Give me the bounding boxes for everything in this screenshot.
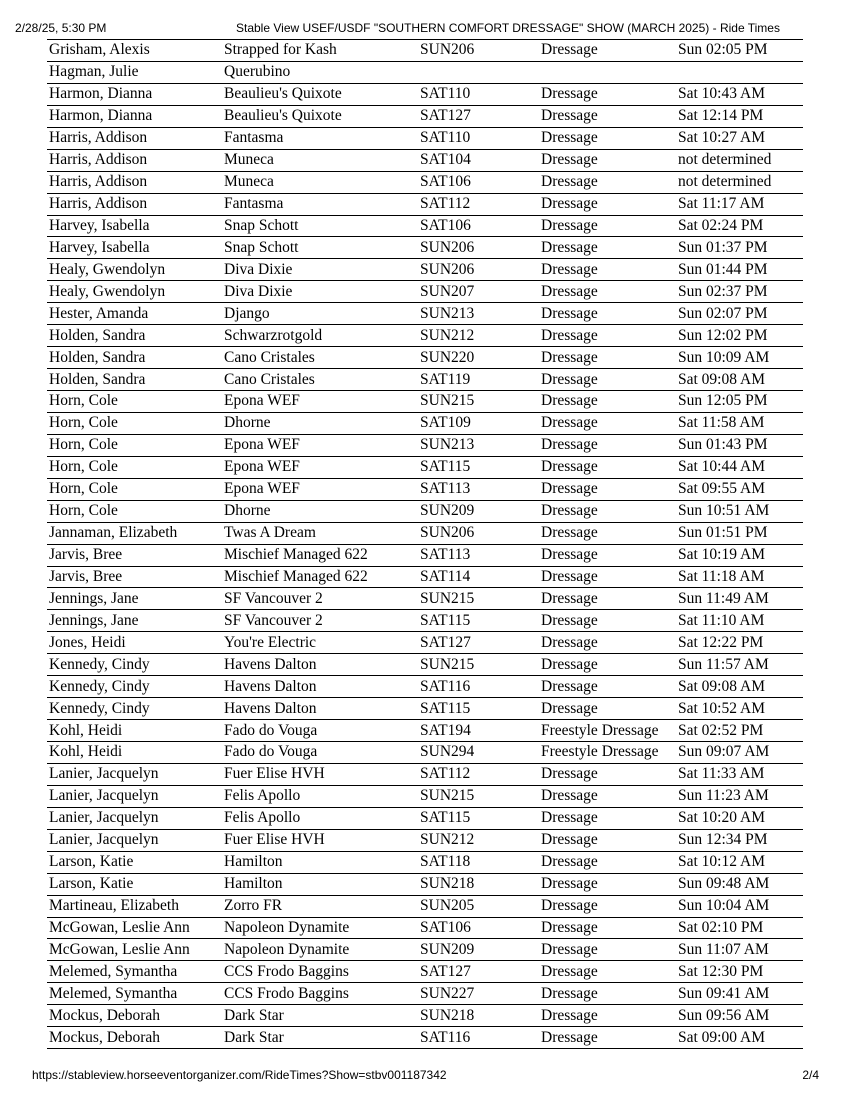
class-code-cell: SAT114 [418, 566, 539, 588]
rider-name-cell: Healy, Gwendolyn [47, 281, 222, 303]
class-code-cell: SAT116 [418, 1027, 539, 1049]
page-number: 2/4 [802, 1068, 819, 1082]
discipline-cell: Dressage [539, 1005, 676, 1027]
table-row [47, 500, 803, 522]
class-code-cell: SAT127 [418, 961, 539, 983]
rider-name-cell: Mockus, Deborah [47, 1005, 222, 1027]
ride-time-cell: Sat 11:18 AM [676, 566, 803, 588]
horse-name-cell: Havens Dalton [222, 698, 418, 720]
class-code-cell: SAT118 [418, 851, 539, 873]
rider-name-cell: Horn, Cole [47, 456, 222, 478]
table-row [47, 40, 803, 62]
ride-time-cell: Sat 02:52 PM [676, 720, 803, 742]
page-url: https://stableview.horseeventorganizer.com/RideTimes?Show=stbv001187342 [32, 1068, 447, 1082]
table-row [47, 851, 803, 873]
ride-time-cell: Sat 12:30 PM [676, 961, 803, 983]
ride-time-cell: Sat 02:24 PM [676, 215, 803, 237]
rider-name-cell: Holden, Sandra [47, 347, 222, 369]
class-code-cell: SAT106 [418, 171, 539, 193]
rider-name-cell: Kennedy, Cindy [47, 676, 222, 698]
discipline-cell: Dressage [539, 456, 676, 478]
table-row [47, 149, 803, 171]
ride-time-cell: Sat 10:44 AM [676, 456, 803, 478]
rider-name-cell: Mockus, Deborah [47, 1027, 222, 1049]
table-row [47, 105, 803, 127]
rider-name-cell: Larson, Katie [47, 851, 222, 873]
print-datetime: 2/28/25, 5:30 PM [15, 21, 107, 35]
rider-name-cell: Horn, Cole [47, 434, 222, 456]
ride-time-cell [676, 61, 803, 83]
table-row [47, 325, 803, 347]
discipline-cell: Dressage [539, 522, 676, 544]
class-code-cell: SAT106 [418, 917, 539, 939]
rider-name-cell: Holden, Sandra [47, 325, 222, 347]
discipline-cell: Dressage [539, 939, 676, 961]
class-code-cell: SAT116 [418, 676, 539, 698]
table-row [47, 588, 803, 610]
class-code-cell: SAT106 [418, 215, 539, 237]
table-row [47, 544, 803, 566]
discipline-cell: Dressage [539, 325, 676, 347]
horse-name-cell: Diva Dixie [222, 281, 418, 303]
class-code-cell: SAT113 [418, 544, 539, 566]
ride-time-cell: Sat 09:08 AM [676, 676, 803, 698]
horse-name-cell: Fado do Vouga [222, 742, 418, 764]
rider-name-cell: Jannaman, Elizabeth [47, 522, 222, 544]
table-row [47, 829, 803, 851]
ride-time-cell: Sun 01:51 PM [676, 522, 803, 544]
rider-name-cell: Jarvis, Bree [47, 544, 222, 566]
ride-time-cell: Sun 10:09 AM [676, 347, 803, 369]
class-code-cell: SUN209 [418, 939, 539, 961]
table-row [47, 412, 803, 434]
discipline-cell: Dressage [539, 785, 676, 807]
ride-time-cell: Sun 12:05 PM [676, 391, 803, 413]
rider-name-cell: Healy, Gwendolyn [47, 259, 222, 281]
ride-time-cell: Sun 10:51 AM [676, 500, 803, 522]
discipline-cell: Dressage [539, 40, 676, 62]
discipline-cell: Dressage [539, 171, 676, 193]
rider-name-cell: Holden, Sandra [47, 369, 222, 391]
ride-times-table [47, 39, 803, 1049]
discipline-cell: Dressage [539, 347, 676, 369]
discipline-cell: Dressage [539, 961, 676, 983]
discipline-cell: Dressage [539, 478, 676, 500]
table-row [47, 434, 803, 456]
horse-name-cell: Cano Cristales [222, 369, 418, 391]
discipline-cell: Dressage [539, 193, 676, 215]
class-code-cell: SUN218 [418, 873, 539, 895]
table-row [47, 215, 803, 237]
discipline-cell: Dressage [539, 369, 676, 391]
table-row [47, 961, 803, 983]
class-code-cell: SAT110 [418, 127, 539, 149]
class-code-cell: SAT115 [418, 610, 539, 632]
ride-time-cell: Sat 10:43 AM [676, 83, 803, 105]
rider-name-cell: Melemed, Symantha [47, 983, 222, 1005]
table-row [47, 807, 803, 829]
ride-time-cell: Sat 10:27 AM [676, 127, 803, 149]
class-code-cell: SUN294 [418, 742, 539, 764]
horse-name-cell: Twas A Dream [222, 522, 418, 544]
horse-name-cell: Felis Apollo [222, 807, 418, 829]
ride-time-cell: Sun 09:41 AM [676, 983, 803, 1005]
horse-name-cell: Fado do Vouga [222, 720, 418, 742]
ride-time-cell: Sun 01:37 PM [676, 237, 803, 259]
discipline-cell: Dressage [539, 500, 676, 522]
ride-time-cell: Sun 02:37 PM [676, 281, 803, 303]
discipline-cell: Dressage [539, 676, 676, 698]
class-code-cell: SAT115 [418, 456, 539, 478]
page-title: Stable View USEF/USDF "SOUTHERN COMFORT DRESSAGE" SHOW (MARCH 2025) - Ride Times [236, 21, 780, 35]
discipline-cell: Dressage [539, 851, 676, 873]
discipline-cell: Dressage [539, 763, 676, 785]
ride-time-cell: Sat 10:20 AM [676, 807, 803, 829]
horse-name-cell: Epona WEF [222, 434, 418, 456]
horse-name-cell: Napoleon Dynamite [222, 939, 418, 961]
table-row [47, 742, 803, 764]
discipline-cell: Dressage [539, 829, 676, 851]
table-row [47, 237, 803, 259]
class-code-cell: SUN212 [418, 829, 539, 851]
table-row [47, 1005, 803, 1027]
class-code-cell: SUN206 [418, 40, 539, 62]
horse-name-cell: Cano Cristales [222, 347, 418, 369]
discipline-cell: Dressage [539, 391, 676, 413]
ride-time-cell: Sat 12:14 PM [676, 105, 803, 127]
horse-name-cell: You're Electric [222, 632, 418, 654]
table-row [47, 303, 803, 325]
ride-time-cell: Sun 11:49 AM [676, 588, 803, 610]
table-row [47, 193, 803, 215]
class-code-cell: SUN218 [418, 1005, 539, 1027]
discipline-cell: Dressage [539, 895, 676, 917]
horse-name-cell: Dhorne [222, 412, 418, 434]
horse-name-cell: Snap Schott [222, 237, 418, 259]
rider-name-cell: Kennedy, Cindy [47, 654, 222, 676]
page-header [0, 20, 850, 36]
discipline-cell: Dressage [539, 105, 676, 127]
horse-name-cell: Muneca [222, 171, 418, 193]
horse-name-cell: Beaulieu's Quixote [222, 83, 418, 105]
table-row [47, 785, 803, 807]
ride-time-cell: Sat 02:10 PM [676, 917, 803, 939]
class-code-cell: SAT112 [418, 763, 539, 785]
table-row [47, 369, 803, 391]
ride-time-cell: Sun 02:07 PM [676, 303, 803, 325]
rider-name-cell: McGowan, Leslie Ann [47, 917, 222, 939]
rider-name-cell: Harvey, Isabella [47, 215, 222, 237]
rider-name-cell: Horn, Cole [47, 391, 222, 413]
table-row [47, 763, 803, 785]
discipline-cell: Dressage [539, 983, 676, 1005]
horse-name-cell: Beaulieu's Quixote [222, 105, 418, 127]
ride-times-body [47, 40, 803, 1049]
rider-name-cell: Harmon, Dianna [47, 105, 222, 127]
ride-time-cell: Sat 11:17 AM [676, 193, 803, 215]
table-row [47, 632, 803, 654]
discipline-cell: Freestyle Dressage [539, 720, 676, 742]
table-row [47, 391, 803, 413]
horse-name-cell: Dhorne [222, 500, 418, 522]
horse-name-cell: Felis Apollo [222, 785, 418, 807]
ride-time-cell: Sun 12:34 PM [676, 829, 803, 851]
discipline-cell: Dressage [539, 149, 676, 171]
horse-name-cell: Django [222, 303, 418, 325]
page-footer [0, 1067, 850, 1083]
class-code-cell: SUN215 [418, 588, 539, 610]
horse-name-cell: Mischief Managed 622 [222, 544, 418, 566]
rider-name-cell: Kennedy, Cindy [47, 698, 222, 720]
rider-name-cell: Hagman, Julie [47, 61, 222, 83]
ride-time-cell: Sun 01:44 PM [676, 259, 803, 281]
rider-name-cell: Harris, Addison [47, 127, 222, 149]
discipline-cell: Dressage [539, 610, 676, 632]
horse-name-cell: Mischief Managed 622 [222, 566, 418, 588]
table-row [47, 698, 803, 720]
discipline-cell: Dressage [539, 873, 676, 895]
table-row [47, 281, 803, 303]
ride-time-cell: Sat 09:00 AM [676, 1027, 803, 1049]
ride-time-cell: Sat 09:55 AM [676, 478, 803, 500]
class-code-cell: SUN206 [418, 522, 539, 544]
ride-time-cell: Sat 11:33 AM [676, 763, 803, 785]
class-code-cell: SUN206 [418, 259, 539, 281]
rider-name-cell: Lanier, Jacquelyn [47, 807, 222, 829]
ride-time-cell: Sun 01:43 PM [676, 434, 803, 456]
horse-name-cell: Schwarzrotgold [222, 325, 418, 347]
discipline-cell: Dressage [539, 632, 676, 654]
class-code-cell: SAT127 [418, 632, 539, 654]
discipline-cell [539, 61, 676, 83]
ride-time-cell: Sat 10:52 AM [676, 698, 803, 720]
horse-name-cell: CCS Frodo Baggins [222, 983, 418, 1005]
class-code-cell: SAT113 [418, 478, 539, 500]
rider-name-cell: Lanier, Jacquelyn [47, 829, 222, 851]
rider-name-cell: Lanier, Jacquelyn [47, 763, 222, 785]
table-row [47, 1027, 803, 1049]
table-row [47, 347, 803, 369]
rider-name-cell: Jarvis, Bree [47, 566, 222, 588]
horse-name-cell: Havens Dalton [222, 676, 418, 698]
class-code-cell: SUN227 [418, 983, 539, 1005]
ride-time-cell: Sat 11:10 AM [676, 610, 803, 632]
ride-time-cell: Sun 09:56 AM [676, 1005, 803, 1027]
rider-name-cell: Horn, Cole [47, 500, 222, 522]
discipline-cell: Dressage [539, 566, 676, 588]
horse-name-cell: Muneca [222, 149, 418, 171]
horse-name-cell: SF Vancouver 2 [222, 588, 418, 610]
rider-name-cell: Grisham, Alexis [47, 40, 222, 62]
horse-name-cell: CCS Frodo Baggins [222, 961, 418, 983]
table-row [47, 983, 803, 1005]
rider-name-cell: Harmon, Dianna [47, 83, 222, 105]
ride-time-cell: Sat 12:22 PM [676, 632, 803, 654]
table-row [47, 917, 803, 939]
horse-name-cell: Havens Dalton [222, 654, 418, 676]
discipline-cell: Dressage [539, 83, 676, 105]
discipline-cell: Freestyle Dressage [539, 742, 676, 764]
rider-name-cell: Kohl, Heidi [47, 742, 222, 764]
table-row [47, 610, 803, 632]
table-row [47, 127, 803, 149]
class-code-cell: SAT119 [418, 369, 539, 391]
table-row [47, 895, 803, 917]
horse-name-cell: Fantasma [222, 127, 418, 149]
ride-time-cell: Sun 11:57 AM [676, 654, 803, 676]
ride-time-cell: Sun 11:23 AM [676, 785, 803, 807]
ride-time-cell: Sat 10:19 AM [676, 544, 803, 566]
table-row [47, 171, 803, 193]
discipline-cell: Dressage [539, 544, 676, 566]
rider-name-cell: Horn, Cole [47, 412, 222, 434]
class-code-cell: SAT127 [418, 105, 539, 127]
class-code-cell: SAT110 [418, 83, 539, 105]
horse-name-cell: Dark Star [222, 1027, 418, 1049]
rider-name-cell: Jones, Heidi [47, 632, 222, 654]
horse-name-cell: SF Vancouver 2 [222, 610, 418, 632]
class-code-cell: SUN213 [418, 434, 539, 456]
rider-name-cell: Kohl, Heidi [47, 720, 222, 742]
table-row [47, 939, 803, 961]
rider-name-cell: Jennings, Jane [47, 588, 222, 610]
rider-name-cell: Jennings, Jane [47, 610, 222, 632]
horse-name-cell: Dark Star [222, 1005, 418, 1027]
rider-name-cell: Larson, Katie [47, 873, 222, 895]
ride-time-cell: Sun 09:48 AM [676, 873, 803, 895]
table-row [47, 83, 803, 105]
horse-name-cell: Epona WEF [222, 478, 418, 500]
ride-time-cell: Sun 02:05 PM [676, 40, 803, 62]
class-code-cell: SUN215 [418, 391, 539, 413]
table-row [47, 478, 803, 500]
rider-name-cell: Melemed, Symantha [47, 961, 222, 983]
rider-name-cell: Lanier, Jacquelyn [47, 785, 222, 807]
ride-time-cell: Sun 09:07 AM [676, 742, 803, 764]
class-code-cell: SUN205 [418, 895, 539, 917]
rider-name-cell: Hester, Amanda [47, 303, 222, 325]
horse-name-cell: Snap Schott [222, 215, 418, 237]
discipline-cell: Dressage [539, 1027, 676, 1049]
table-row [47, 61, 803, 83]
ride-time-cell: Sun 10:04 AM [676, 895, 803, 917]
class-code-cell: SUN220 [418, 347, 539, 369]
horse-name-cell: Epona WEF [222, 456, 418, 478]
table-row [47, 456, 803, 478]
class-code-cell: SAT115 [418, 807, 539, 829]
rider-name-cell: Horn, Cole [47, 478, 222, 500]
horse-name-cell: Diva Dixie [222, 259, 418, 281]
horse-name-cell: Fuer Elise HVH [222, 763, 418, 785]
table-row [47, 259, 803, 281]
horse-name-cell: Fuer Elise HVH [222, 829, 418, 851]
discipline-cell: Dressage [539, 588, 676, 610]
discipline-cell: Dressage [539, 215, 676, 237]
ride-time-cell: Sat 10:12 AM [676, 851, 803, 873]
discipline-cell: Dressage [539, 127, 676, 149]
rider-name-cell: Harvey, Isabella [47, 237, 222, 259]
ride-time-cell: Sun 11:07 AM [676, 939, 803, 961]
table-row [47, 720, 803, 742]
discipline-cell: Dressage [539, 281, 676, 303]
ride-time-cell: not determined [676, 149, 803, 171]
class-code-cell: SAT112 [418, 193, 539, 215]
class-code-cell: SAT109 [418, 412, 539, 434]
horse-name-cell: Napoleon Dynamite [222, 917, 418, 939]
class-code-cell: SUN207 [418, 281, 539, 303]
rider-name-cell: McGowan, Leslie Ann [47, 939, 222, 961]
class-code-cell: SUN215 [418, 654, 539, 676]
discipline-cell: Dressage [539, 917, 676, 939]
horse-name-cell: Epona WEF [222, 391, 418, 413]
table-row [47, 566, 803, 588]
discipline-cell: Dressage [539, 412, 676, 434]
horse-name-cell: Querubino [222, 61, 418, 83]
class-code-cell: SAT115 [418, 698, 539, 720]
rider-name-cell: Harris, Addison [47, 171, 222, 193]
discipline-cell: Dressage [539, 434, 676, 456]
rider-name-cell: Martineau, Elizabeth [47, 895, 222, 917]
discipline-cell: Dressage [539, 654, 676, 676]
class-code-cell: SUN212 [418, 325, 539, 347]
table-row [47, 676, 803, 698]
discipline-cell: Dressage [539, 698, 676, 720]
class-code-cell: SUN209 [418, 500, 539, 522]
ride-time-cell: Sat 11:58 AM [676, 412, 803, 434]
class-code-cell [418, 61, 539, 83]
class-code-cell: SUN215 [418, 785, 539, 807]
horse-name-cell: Zorro FR [222, 895, 418, 917]
ride-time-cell: Sat 09:08 AM [676, 369, 803, 391]
table-row [47, 654, 803, 676]
horse-name-cell: Hamilton [222, 873, 418, 895]
class-code-cell: SUN213 [418, 303, 539, 325]
discipline-cell: Dressage [539, 303, 676, 325]
class-code-cell: SAT194 [418, 720, 539, 742]
rider-name-cell: Harris, Addison [47, 149, 222, 171]
table-row [47, 873, 803, 895]
discipline-cell: Dressage [539, 259, 676, 281]
horse-name-cell: Fantasma [222, 193, 418, 215]
ride-time-cell: not determined [676, 171, 803, 193]
rider-name-cell: Harris, Addison [47, 193, 222, 215]
discipline-cell: Dressage [539, 807, 676, 829]
ride-time-cell: Sun 12:02 PM [676, 325, 803, 347]
discipline-cell: Dressage [539, 237, 676, 259]
horse-name-cell: Hamilton [222, 851, 418, 873]
class-code-cell: SAT104 [418, 149, 539, 171]
horse-name-cell: Strapped for Kash [222, 40, 418, 62]
table-row [47, 522, 803, 544]
class-code-cell: SUN206 [418, 237, 539, 259]
